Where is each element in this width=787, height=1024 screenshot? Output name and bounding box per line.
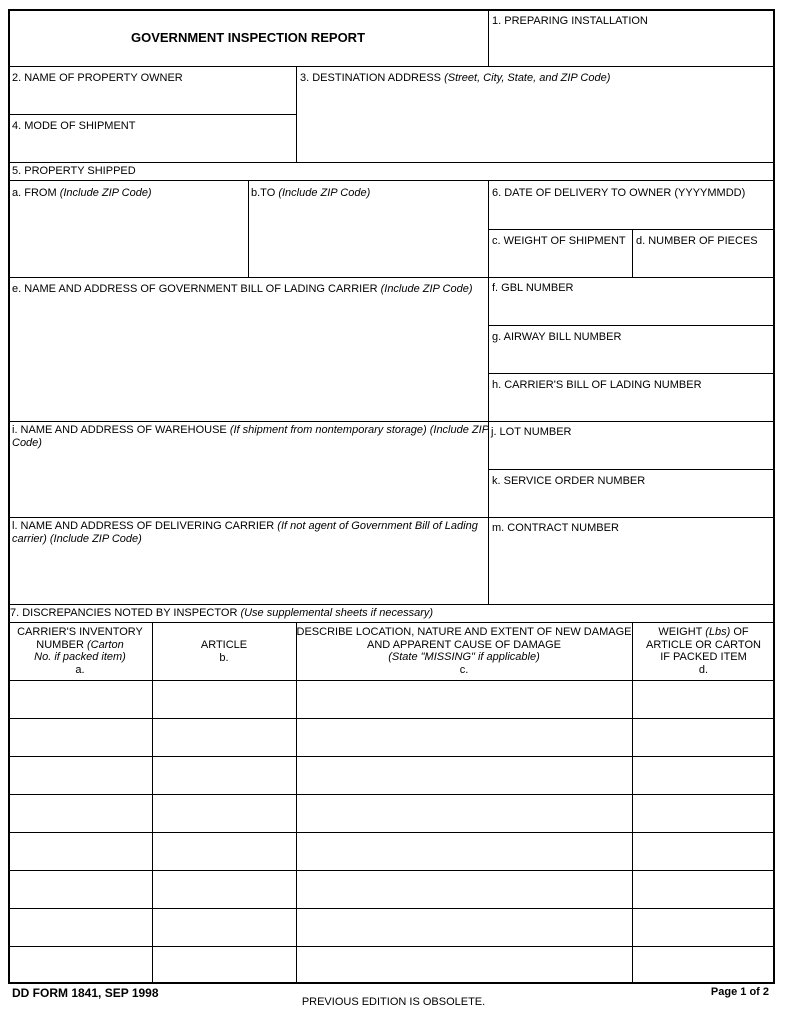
rule	[488, 325, 775, 326]
warehouse-label	[12, 424, 489, 450]
to-field[interactable]	[249, 201, 487, 276]
delivering-carrier-note-2: carrier) (Include ZIP Code)	[12, 533, 142, 545]
weight-cell[interactable]	[633, 757, 774, 793]
inventory-number-cell[interactable]	[9, 947, 151, 982]
property-owner-field[interactable]	[9, 86, 295, 113]
rule	[8, 517, 775, 518]
date-of-delivery-label: 6. DATE OF DELIVERY TO OWNER (YYYYMMDD)	[492, 187, 746, 199]
damage-description-cell[interactable]	[297, 719, 631, 755]
col-c-line3	[296, 651, 632, 664]
col-d-line1-note: (Lbs)	[705, 626, 731, 638]
article-cell[interactable]	[153, 871, 295, 907]
lot-number-field[interactable]	[489, 441, 774, 468]
mode-of-shipment-label: 4. MODE OF SHIPMENT	[12, 120, 136, 132]
carrier-bill-field[interactable]	[489, 393, 774, 420]
weight-of-shipment-label: c. WEIGHT OF SHIPMENT	[492, 235, 626, 247]
col-b-header	[152, 639, 296, 664]
article-cell[interactable]	[153, 719, 295, 755]
col-a-letter: a.	[75, 663, 85, 676]
gbl-number-label: f. GBL NUMBER	[492, 282, 574, 294]
warehouse-text: i. NAME AND ADDRESS OF WAREHOUSE	[12, 424, 227, 436]
property-shipped-label: 5. PROPERTY SHIPPED	[12, 165, 136, 177]
from-text: a. FROM	[12, 187, 57, 199]
col-a-header	[8, 626, 152, 676]
col-a-line2-text: NUMBER	[36, 638, 84, 651]
page-number: Page 1 of 2	[710, 986, 769, 998]
rule	[8, 622, 775, 623]
col-d-header	[632, 626, 775, 676]
delivering-carrier-text: l. NAME AND ADDRESS OF DELIVERING CARRIER	[12, 520, 275, 532]
damage-description-cell[interactable]	[297, 871, 631, 907]
damage-description-cell[interactable]	[297, 909, 631, 945]
col-c-letter: c.	[459, 663, 469, 676]
rule	[8, 421, 775, 422]
airway-bill-field[interactable]	[489, 345, 774, 372]
col-c-line3-note: (State "MISSING" if applicable)	[388, 651, 540, 663]
article-cell[interactable]	[153, 681, 295, 717]
number-of-pieces-field[interactable]	[633, 249, 774, 276]
rule	[8, 66, 775, 67]
from-note: (Include ZIP Code)	[59, 187, 152, 199]
number-of-pieces-label: d. NUMBER OF PIECES	[636, 235, 758, 247]
col-d-line3: IF PACKED ITEM	[660, 651, 747, 663]
airway-bill-label: g. AIRWAY BILL NUMBER	[492, 331, 622, 343]
discrepancies-label	[10, 607, 433, 620]
form-title: GOVERNMENT INSPECTION REPORT	[130, 30, 366, 45]
weight-of-shipment-field[interactable]	[489, 249, 631, 276]
weight-cell[interactable]	[633, 681, 774, 717]
inventory-number-cell[interactable]	[9, 909, 151, 945]
inventory-number-cell[interactable]	[9, 757, 151, 793]
col-b-letter: b.	[219, 651, 229, 664]
weight-cell[interactable]	[633, 719, 774, 755]
discrepancies-note: (Use supplemental sheets if necessary)	[240, 607, 434, 619]
edition-note: PREVIOUS EDITION IS OBSOLETE.	[301, 996, 486, 1008]
rule	[8, 114, 296, 115]
col-a-line1: CARRIER'S INVENTORY	[17, 626, 143, 638]
article-cell[interactable]	[153, 833, 295, 869]
damage-description-cell[interactable]	[297, 833, 631, 869]
form-id: DD FORM 1841, SEP 1998	[12, 986, 159, 1000]
service-order-label: k. SERVICE ORDER NUMBER	[492, 475, 646, 487]
col-d-letter: d.	[698, 663, 709, 676]
damage-description-cell[interactable]	[297, 681, 631, 717]
to-text: b.TO	[251, 187, 276, 199]
weight-cell[interactable]	[633, 833, 774, 869]
gbl-carrier-text: e. NAME AND ADDRESS OF GOVERNMENT BILL OF LADING CARRIER	[12, 283, 378, 295]
col-c-line2: AND APPARENT CAUSE OF DAMAGE	[367, 638, 561, 651]
from-label	[12, 187, 152, 200]
warehouse-field[interactable]	[9, 452, 487, 516]
col-d-line1a: WEIGHT	[658, 626, 703, 638]
col-b-line1: ARTICLE	[200, 639, 248, 651]
destination-address-field[interactable]	[297, 86, 774, 161]
service-order-field[interactable]	[489, 489, 774, 516]
to-label	[251, 187, 370, 200]
preparing-installation-label: 1. PREPARING INSTALLATION	[492, 15, 648, 27]
contract-number-label: m. CONTRACT NUMBER	[492, 522, 619, 534]
rule	[8, 162, 775, 163]
destination-address-note: (Street, City, State, and ZIP Code)	[444, 72, 611, 84]
gbl-number-field[interactable]	[489, 297, 774, 324]
mode-of-shipment-field[interactable]	[9, 134, 295, 161]
discrepancies-text: 7. DISCREPANCIES NOTED BY INSPECTOR	[10, 607, 238, 619]
damage-description-cell[interactable]	[297, 947, 631, 982]
preparing-installation-field[interactable]	[489, 30, 774, 65]
warehouse-note-1: (If shipment from nontemporary storage) (Include ZIP	[229, 424, 490, 436]
col-a-line2-note: (Carton	[87, 638, 124, 651]
gbl-carrier-field[interactable]	[9, 298, 487, 420]
gbl-carrier-label	[12, 283, 473, 296]
article-cell[interactable]	[153, 795, 295, 831]
damage-description-cell[interactable]	[297, 757, 631, 793]
carrier-bill-label: h. CARRIER'S BILL OF LADING NUMBER	[492, 379, 702, 391]
rule	[488, 373, 775, 374]
date-of-delivery-field[interactable]	[489, 201, 774, 228]
col-a-line3-note: No. if packed item)	[34, 651, 126, 663]
col-d-line1b: OF	[733, 626, 749, 638]
col-c-header	[296, 626, 632, 676]
damage-description-cell[interactable]	[297, 795, 631, 831]
weight-cell[interactable]	[633, 909, 774, 945]
inventory-number-cell[interactable]	[9, 681, 151, 717]
delivering-carrier-label	[12, 520, 478, 546]
col-a-line3	[8, 651, 152, 664]
article-cell[interactable]	[153, 909, 295, 945]
col-d-line1	[632, 626, 775, 639]
inventory-number-cell[interactable]	[9, 871, 151, 907]
col-c-line1: DESCRIBE LOCATION, NATURE AND EXTENT OF NEW DAMAGE	[296, 626, 632, 638]
rule	[8, 277, 775, 278]
weight-cell[interactable]	[633, 947, 774, 982]
destination-address-label	[300, 72, 610, 85]
inventory-number-cell[interactable]	[9, 719, 151, 755]
article-cell[interactable]	[153, 947, 295, 982]
warehouse-note-2: Code)	[12, 437, 42, 449]
rule	[8, 180, 775, 181]
col-a-line2	[8, 639, 152, 652]
property-owner-label: 2. NAME OF PROPERTY OWNER	[12, 72, 183, 84]
lot-number-label: j. LOT NUMBER	[491, 426, 572, 438]
destination-address-text: 3. DESTINATION ADDRESS	[300, 72, 441, 84]
rule	[8, 604, 775, 605]
rule	[488, 469, 775, 470]
gbl-carrier-note: (Include ZIP Code)	[380, 283, 473, 295]
to-note: (Include ZIP Code)	[278, 187, 371, 199]
inventory-number-cell[interactable]	[9, 833, 151, 869]
weight-cell[interactable]	[633, 871, 774, 907]
contract-number-field[interactable]	[489, 537, 774, 603]
delivering-carrier-note-1: (If not agent of Government Bill of Lading	[277, 520, 478, 532]
weight-cell[interactable]	[633, 795, 774, 831]
inventory-number-cell[interactable]	[9, 795, 151, 831]
article-cell[interactable]	[153, 757, 295, 793]
delivering-carrier-field[interactable]	[9, 548, 487, 603]
from-field[interactable]	[9, 201, 247, 276]
col-d-line2: ARTICLE OR CARTON	[646, 638, 761, 651]
